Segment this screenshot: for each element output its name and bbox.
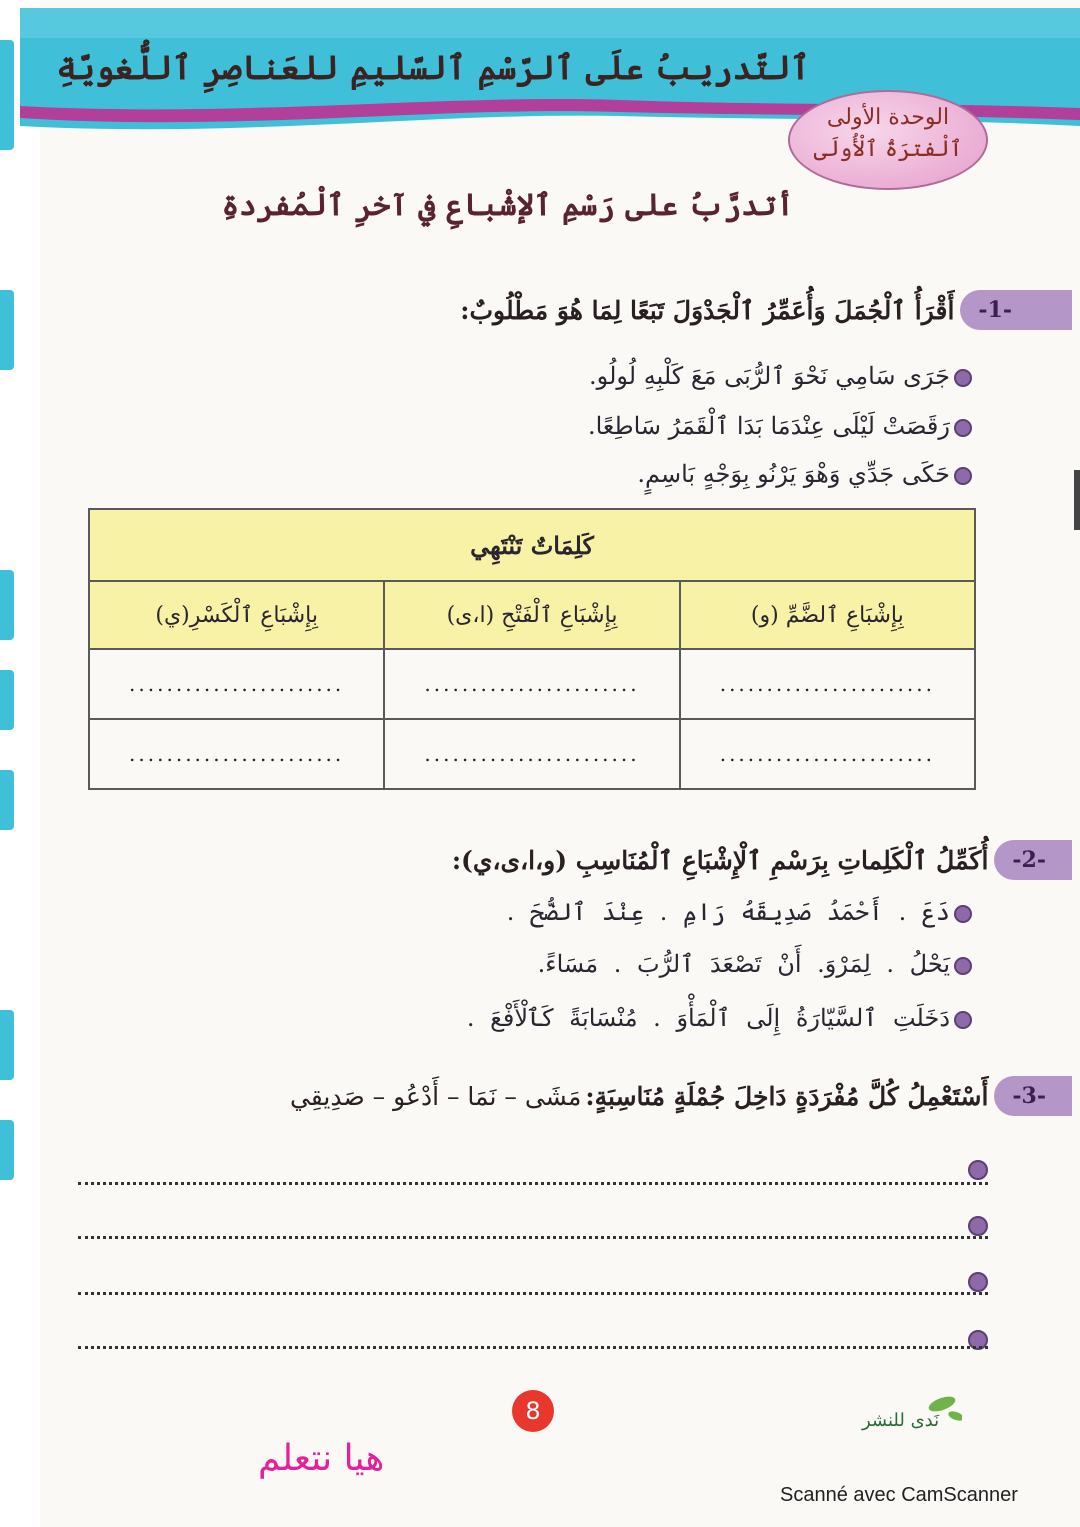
fill-line[interactable]: دَعَ . أَحْمَدُ صَدِيقَهُ رَامِ . عِنْدَ ٱلضُّحَ . <box>507 898 972 926</box>
answer-line[interactable] <box>78 1292 988 1295</box>
question-2-instruction: أُكَمِّلُ ٱلْكَلِماتِ بِرَسْمِ ٱلْإِشْبَاعِ ٱلْمُنَاسِبِ (و،ا،ى،ي): <box>451 845 989 875</box>
answer-line[interactable] <box>78 1182 988 1185</box>
question-3-instruction: أَسْتَعْمِلُ كُلَّ مُفْرَدَةٍ دَاخِلَ جُمْلَةٍ مُنَاسِبَةٍ: <box>585 1081 989 1111</box>
edge-tab <box>0 1010 14 1080</box>
brand-logo-text: هيا نتعلم <box>258 1438 385 1479</box>
page-left-edge <box>0 0 40 1527</box>
edge-tab <box>0 770 14 830</box>
table-cell-input[interactable]: ....................... <box>89 649 384 719</box>
column-header-damma: بِإِشْبَاعِ ٱلضَّمِّ (و) <box>680 581 975 649</box>
page-title: ٱلتّدريبُ علَى ٱلرّسْمِ ٱلسّليمِ للعَناصِرِ ٱللُّغويّةِ <box>56 48 810 87</box>
table-cell-input[interactable]: ....................... <box>384 719 679 789</box>
table-cell-input[interactable]: ....................... <box>680 719 975 789</box>
answer-line[interactable] <box>78 1236 988 1239</box>
question-1-instruction: أَقْرَأُ ٱلْجُمَلَ وَأُعَمِّرُ ٱلْجَدْوَلَ تَبَعًا لِمَا هُوَ مَطْلُوبٌ: <box>460 295 955 325</box>
question-3-number: -3- <box>994 1076 1072 1116</box>
question-1-number: -1- <box>960 290 1072 330</box>
unit-label: الوحدة الأولى <box>826 105 950 130</box>
bullet-icon <box>968 1216 988 1236</box>
bullet-icon <box>968 1160 988 1180</box>
bullet-icon <box>954 905 972 923</box>
column-header-kasra: بِإِشْبَاعِ ٱلْكَسْرِ(ي) <box>89 581 384 649</box>
question-2-header <box>452 838 1072 882</box>
bullet-icon <box>954 957 972 975</box>
page-number: 8 <box>512 1390 554 1432</box>
fill-line[interactable]: يَحْلُ . لِمَرْوَ. أَنْ تَصْعَدَ ٱلرُّبَ . مَسَاءً. <box>538 950 972 978</box>
column-header-fatha: بِإِشْبَاعِ ٱلْفَتْحِ (ا،ى) <box>384 581 679 649</box>
table-cell-input[interactable]: ....................... <box>384 649 679 719</box>
publisher-name: نَدى للنشر <box>862 1410 940 1431</box>
edge-tab <box>0 570 14 640</box>
unit-badge <box>788 90 988 190</box>
bullet-icon <box>954 419 972 437</box>
edge-tab <box>0 1120 14 1180</box>
bullet-icon <box>954 369 972 387</box>
bullet-icon <box>968 1272 988 1292</box>
question-2-number: -2- <box>994 840 1072 880</box>
leaf-icon <box>922 1392 962 1422</box>
table-cell-input[interactable]: ....................... <box>89 719 384 789</box>
table-cell-input[interactable]: ....................... <box>680 649 975 719</box>
edge-tab <box>0 290 14 370</box>
question-3-words: مَشَى – نَمَا – أَدْعُو – صَدِيقِي <box>289 1081 582 1111</box>
sentence: جَرَى سَامِي نَحْوَ ٱلرُّبَى مَعَ كَلْبِهِ لُولُو. <box>589 362 972 390</box>
publisher-logo <box>862 1410 939 1431</box>
fill-line[interactable]: دَخَلَتِ ٱلسَّيّارَةُ إِلَى ٱلْمَأْوَ . مُنْسَابَةً كَٱلْأَفْعَ . <box>467 1004 972 1032</box>
bullet-icon <box>954 467 972 485</box>
bullet-icon <box>954 1011 972 1029</box>
sentence: حَكَى جَدِّي وَهْوَ يَرْنُو بِوَجْهٍ بَاسِمٍ. <box>637 460 972 488</box>
lesson-subtitle: أتدرَّبُ على رَسْمِ ٱلإشْباعِ في آخرِ ٱلْمُفردةِ <box>221 188 794 223</box>
sentence: رَقَصَتْ لَيْلَى عِنْدَمَا بَدَا ٱلْقَمَرُ سَاطِعًا. <box>588 412 972 440</box>
scan-edge-mark <box>1074 470 1080 530</box>
classification-table <box>88 508 976 790</box>
question-1-header <box>460 288 1072 332</box>
question-3-header <box>290 1074 1072 1118</box>
scan-watermark: Scanné avec CamScanner <box>780 1484 1018 1506</box>
period-label: ٱلْفترَةُ ٱلْأُولَى <box>813 136 963 162</box>
table-title: كَلِمَاتٌ تَنْتَهِي <box>89 509 975 581</box>
answer-line[interactable] <box>78 1346 988 1349</box>
edge-tab <box>0 40 14 150</box>
edge-tab <box>0 670 14 730</box>
